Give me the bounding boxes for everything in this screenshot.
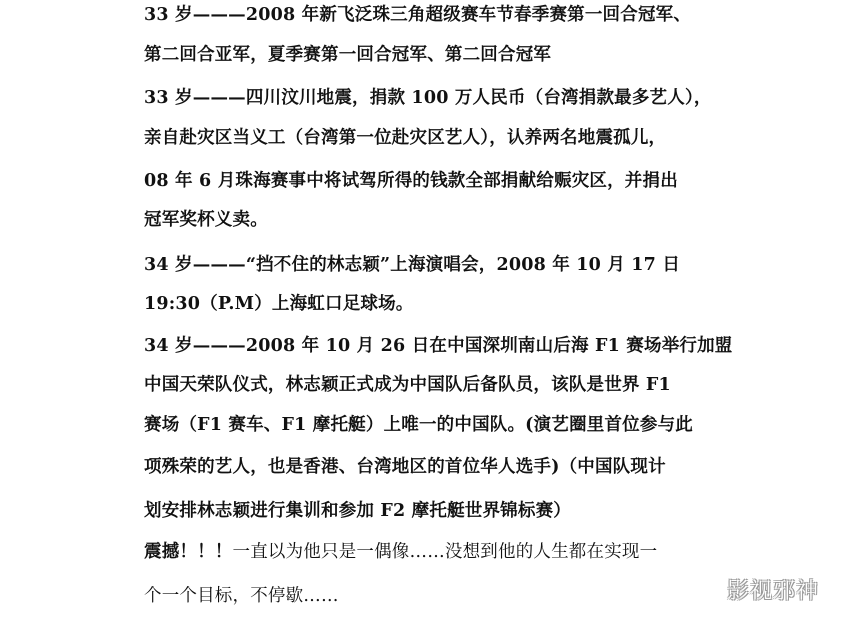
- text-line: 个一个目标，不停歇……: [144, 586, 339, 606]
- text-line-exclamation: [144, 540, 657, 564]
- text-line: 赛场（F1 赛车、F1 摩托艇）上唯一的中国队。(演艺圈里首位参与此: [144, 415, 693, 435]
- text-line: 亲自赴灾区当义工（台湾第一位赴灾区艺人），认养两名地震孤儿，: [144, 128, 667, 148]
- text-line: 08 年 6 月珠海赛事中将试驾所得的钱款全部捐献给赈灾区，并捐出: [144, 171, 678, 191]
- text-line: 34 岁———2008 年 10 月 26 日在中国深圳南山后海 F1 赛场举行加盟: [144, 336, 733, 356]
- text-line: 中国天荣队仪式，林志颖正式成为中国队后备队员，该队是世界 F1: [144, 375, 671, 395]
- text-line: 冠军奖杯义卖。: [144, 210, 268, 230]
- watermark-logo: 影视邪神: [727, 579, 820, 604]
- text-line: 19:30（P.M）上海虹口足球场。: [144, 294, 414, 314]
- text-line: 33 岁———四川汶川地震，捐款 100 万人民币（台湾捐款最多艺人），: [144, 88, 712, 108]
- text-line: 项殊荣的艺人，也是香港、台湾地区的首位华人选手)（中国队现计: [144, 457, 666, 477]
- text-line: 33 岁———2008 年新飞泛珠三角超级赛车节春季赛第一回合冠军、: [144, 5, 692, 25]
- exclamation-rest: 一直以为他只是一偶像……没想到他的人生都在实现一: [232, 542, 658, 562]
- exclamation-prefix: 震撼！！！: [144, 542, 233, 562]
- text-line: 34 岁———“挡不住的林志颖”上海演唱会，2008 年 10 月 17 日: [144, 255, 681, 275]
- text-line: 划安排林志颖进行集训和参加 F2 摩托艇世界锦标赛）: [144, 501, 571, 521]
- text-line: 第二回合亚军，夏季赛第一回合冠军、第二回合冠军: [144, 45, 552, 65]
